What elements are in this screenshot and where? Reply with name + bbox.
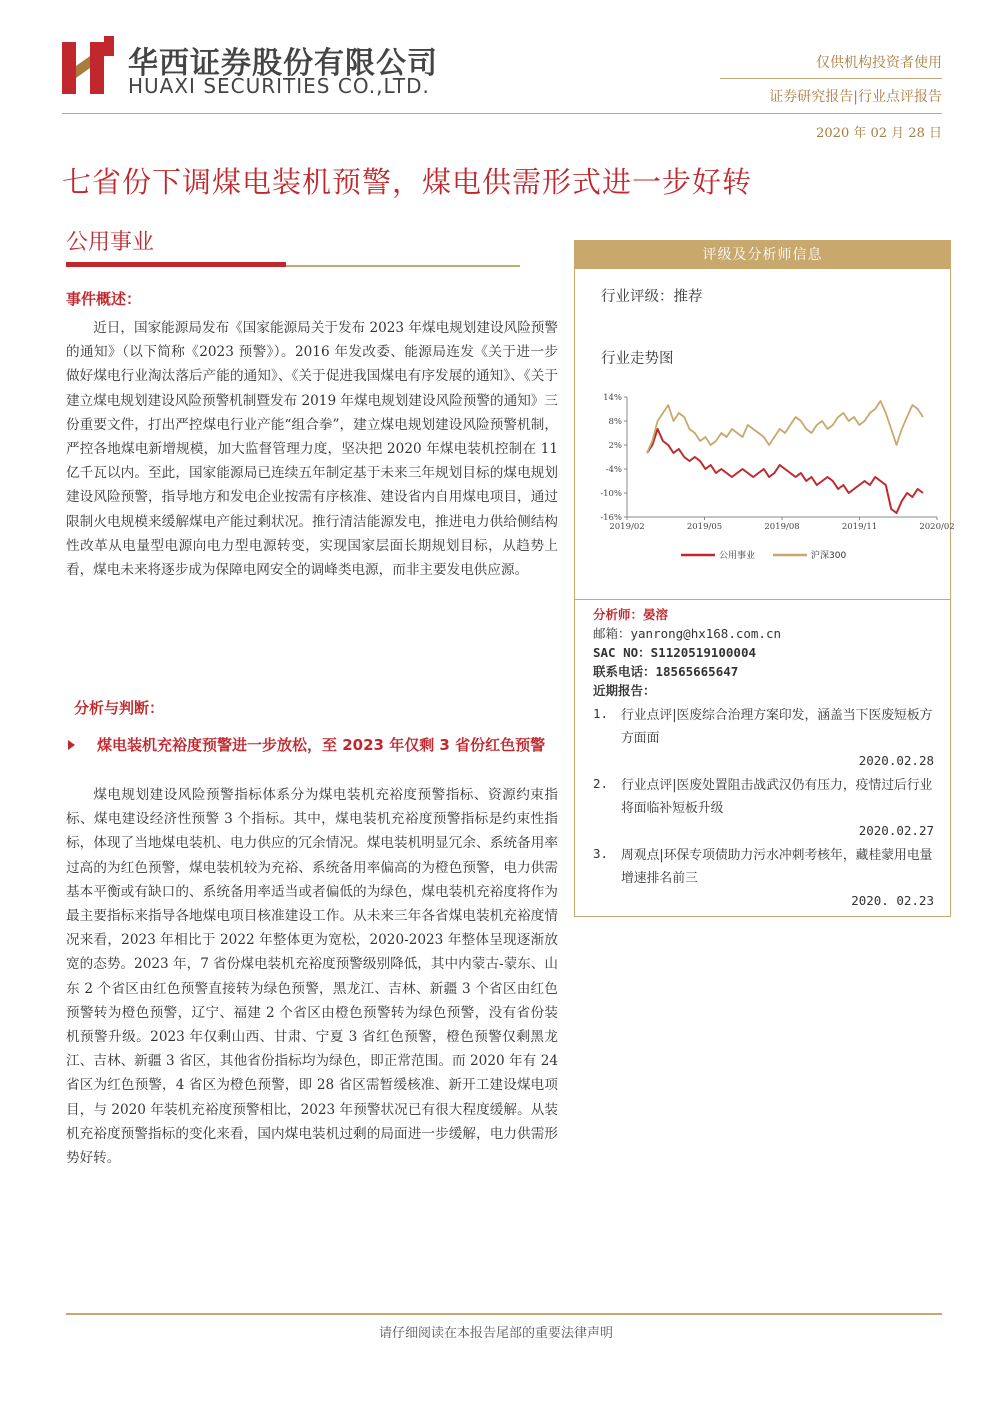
event-heading: 事件概述： — [66, 290, 142, 308]
chart-x-tick-label: 2019/11 — [841, 522, 878, 532]
huaxi-logo-icon — [62, 36, 114, 96]
trend-title: 行业走势图 — [601, 351, 674, 367]
footer-divider — [66, 1313, 942, 1315]
chart-y-tick-label: -10% — [600, 489, 622, 499]
sidebar-divider — [575, 599, 950, 600]
analysis-paragraph: 煤电规划建设风险预警指标体系分为煤电装机充裕度预警指标、资源约束指标、煤电建设经济性预警 3 个指标。其中，煤电装机充裕度预警指标是约束性指标，体现了当地煤电装机、电力供应的冗余情况。煤电装机明显冗余、系统备用率过高的为红色预警，煤电装机较为充裕、系统备用率偏高的为橙色预警，电力供需基本平衡或有缺口的、系统备用率适当或者偏低的为绿色，煤电装机充裕度将作为最主要指标来指导各地煤电项目核准建设工作。从未来三年各省煤电装机充裕度情况来看，2023 年相比于 2022 年整体更为宽松，2020-2023 年整体呈现逐渐放宽的态势。2023 年，7 省份煤电装机充裕度预警级别降低，其中内蒙古-蒙东、山东 2 个省区由红色预警直接转为绿色预警，黑龙江、吉林、新疆 3 个省区由红色预警转为橙色预警，辽宁、福建 2 个省区由橙色预警转为绿色预警，没有省份装机预警升级。2023 年仅剩山西、甘肃、宁夏 3 省红色预警，橙色预警仅剩黑龙江、吉林、新疆 3 省区，其他省份指标均为绿色，即正常范围。而 2020 年有 24 省区为红色预警，4 省区为橙色预警，即 28 省区需暂缓核准、新开工建设煤电项目，与 2020 年装机充裕度预警相比，2023 年预警状况已有很大程度缓解。从装机充裕度预警指标的变化来看，国内煤电装机过剩的局面进一步缓解，电力供需形势好转。 — [66, 787, 558, 1167]
report-title: 行业点评|医废综合治理方案印发，涵盖当下医废短板方方面面 — [621, 708, 933, 746]
sidebar-header: 评级及分析师信息 — [575, 241, 950, 269]
sector-underline-red — [66, 262, 286, 267]
recent-report-item[interactable] — [593, 844, 938, 890]
report-number: 3. — [593, 846, 609, 861]
chart-y-tick-label: 8% — [608, 417, 622, 427]
chart-x-tick-label: 2019/05 — [686, 522, 723, 532]
bullet-arrow-icon — [68, 740, 75, 750]
company-name-cn: 华西证券股份有限公司 — [128, 46, 438, 81]
recent-report-item[interactable] — [593, 774, 938, 820]
chart-legend-label: 公用事业 — [719, 551, 756, 561]
analyst-sidebar — [574, 240, 955, 917]
recent-report-item[interactable] — [593, 704, 938, 750]
industry-rating: 行业评级：推荐 — [601, 289, 703, 305]
chart-x-tick-label: 2019/08 — [764, 522, 800, 532]
analysis-heading: 分析与判断： — [74, 699, 165, 717]
report-date: 2020 年 02 月 28 日 — [816, 126, 942, 141]
sector-underline-gold — [286, 265, 520, 267]
analyst-email[interactable]: 邮箱：yanrong@hx168.com.cn — [593, 626, 782, 641]
chart-series-line — [647, 401, 923, 453]
analysis-subheading — [66, 733, 558, 757]
chart-y-tick-label: -4% — [605, 465, 622, 475]
report-number: 2. — [593, 776, 609, 791]
report-title: 周观点|环保专项债助力污水冲刺考核年，藏桂蒙用电量增速排名前三 — [621, 848, 933, 886]
analyst-label: 分析师： — [593, 607, 644, 622]
sector-label: 公用事业 — [66, 230, 155, 255]
company-name-en: HUAXI SECURITIES CO.,LTD. — [128, 74, 430, 98]
report-type: 证券研究报告|行业点评报告 — [769, 89, 942, 105]
analyst-info — [593, 605, 938, 912]
header-divider-full — [62, 113, 942, 114]
header-divider — [720, 78, 942, 79]
chart-y-tick-label: -16% — [600, 513, 622, 523]
report-date-stamp: 2020.02.28 — [858, 753, 934, 768]
report-number: 1. — [593, 706, 609, 721]
event-paragraph: 近日，国家能源局发布《国家能源局关于发布 2023 年煤电规划建设风险预警的通知》（以下简称《2023 预警》）。2016 年发改委、能源局连发《关于进一步做好煤电行业淘汰落后产能的通知》、《关于促进我国煤电有序发展的通知》、《关于建立煤电规划建设风险预警机制暨发布 2019 年煤电规划建设风险预警的通知》三份重要文件，打出严控煤电行业产能“组合拳”，建立煤电规划建设风险预警机制，严控各地煤电新增规模，加大监督管理力度，坚决把 2020 年煤电装机控制在 11 亿千瓦以内。至此，国家能源局已连续五年制定基于未来三年规划目标的煤电规划建设风险预警，指导地方和发电企业按需有序核准、建设省内自用煤电项目，通过限制火电规模来缓解煤电产能过剩状况。推行清洁能源发电，推进电力供给侧结构性改革从电量型电源向电力型电源转变，实现国家层面长期规划目标，从趋势上看，煤电未来将逐步成为保障电网安全的调峰类电源，而非主要发电供应源。 — [66, 320, 558, 579]
recent-reports-label: 近期报告： — [593, 683, 656, 698]
page-title: 七省份下调煤电装机预警，煤电供需形式进一步好转 — [62, 165, 753, 199]
chart-y-tick-label: 2% — [608, 441, 622, 451]
chart-legend-label: 沪深300 — [811, 551, 847, 561]
report-date-stamp: 2020.02.27 — [858, 823, 934, 838]
analyst-phone: 联系电话：18565665647 — [593, 664, 739, 679]
legal-notice: 请仔细阅读在本报告尾部的重要法律声明 — [378, 1326, 613, 1341]
industry-trend-chart — [577, 381, 955, 571]
analyst-name: 晏溶 — [643, 607, 669, 622]
analysis-subheading-text: 煤电装机充裕度预警进一步放松，至 2023 年仅剩 3 省份红色预警 — [97, 736, 546, 754]
chart-x-tick-label: 2020/02 — [919, 522, 955, 532]
chart-series-line — [647, 429, 923, 513]
report-date-stamp: 2020. 02.23 — [851, 893, 934, 908]
company-logo — [62, 36, 442, 98]
chart-x-tick-label: 2019/02 — [609, 522, 645, 532]
audience-note: 仅供机构投资者使用 — [816, 55, 942, 71]
report-title: 行业点评|医废处置阻击战武汉仍有压力，疫情过后行业将面临补短板升级 — [621, 778, 933, 816]
analyst-sac: SAC NO：S1120519100004 — [593, 645, 757, 660]
chart-y-tick-label: 14% — [603, 393, 622, 403]
